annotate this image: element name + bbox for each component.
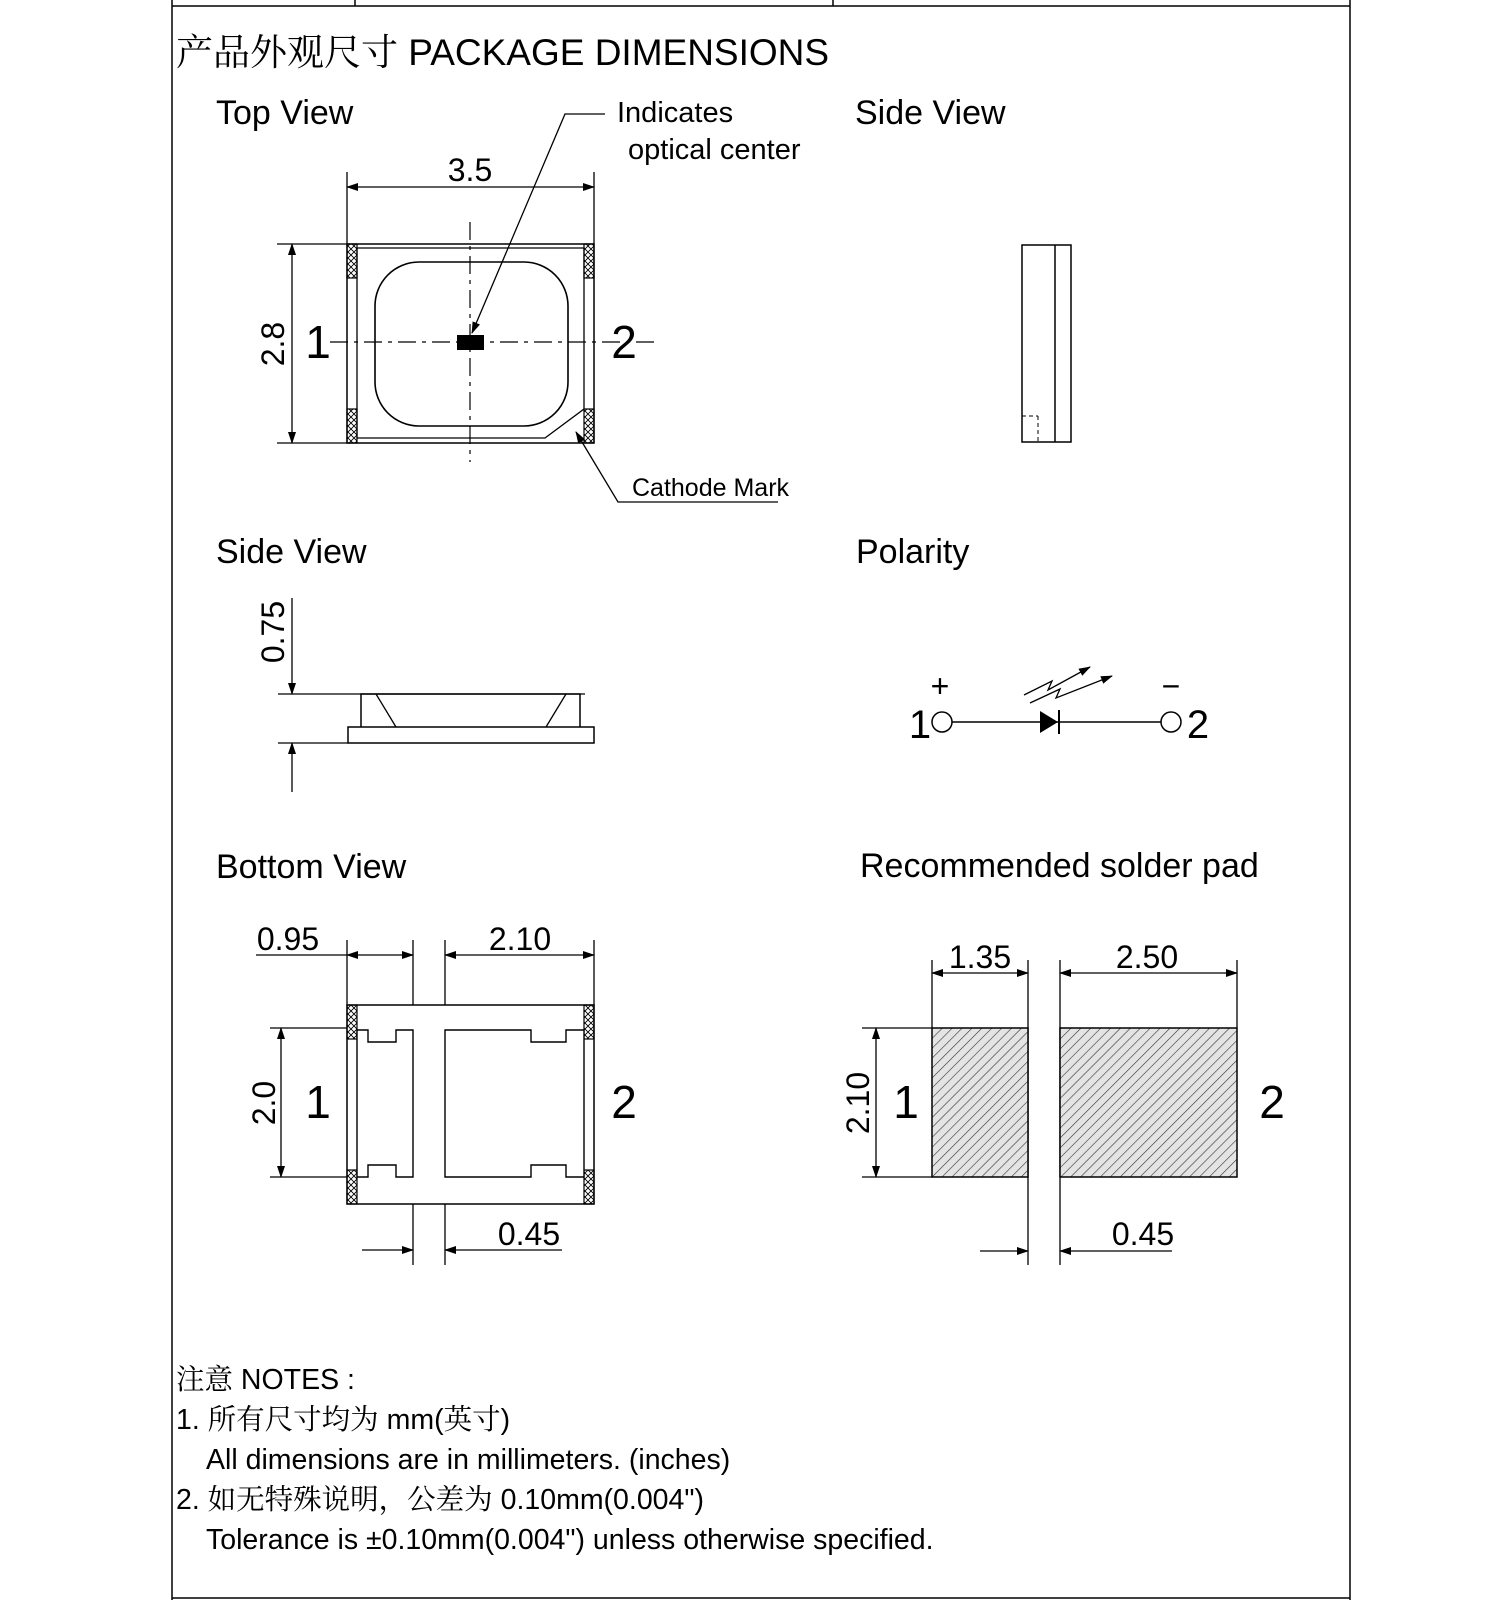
note-2-cn: 2. 如无特殊说明，公差为 0.10mm(0.004") bbox=[176, 1484, 704, 1516]
solder-pad bbox=[840, 847, 1285, 1265]
bottom-view-pin-2: 2 bbox=[611, 1076, 637, 1128]
page-title: 产品外观尺寸 PACKAGE DIMENSIONS bbox=[176, 32, 830, 73]
side-view-left bbox=[216, 533, 594, 792]
top-view-pin-1: 1 bbox=[305, 316, 331, 368]
solder-pad-dim-right: 2.50 bbox=[1115, 939, 1179, 975]
solder-pad-1 bbox=[932, 1028, 1028, 1177]
optical-center-label-1: Indicates bbox=[617, 97, 734, 129]
note-2-en: Tolerance is ±0.10mm(0.004") unless otherwise specified. bbox=[206, 1524, 934, 1556]
bottom-view-pin-1: 1 bbox=[305, 1076, 331, 1128]
side-view-left-heading: Side View bbox=[216, 533, 367, 571]
optical-center-label-2: optical center bbox=[628, 134, 801, 166]
polarity-minus: − bbox=[1161, 668, 1181, 704]
side-view-height-dim: 0.75 bbox=[255, 600, 291, 664]
solder-pad-dim-gap: 0.45 bbox=[1111, 1216, 1175, 1252]
notes-section bbox=[176, 1360, 934, 1560]
polarity-plus: + bbox=[930, 668, 950, 704]
cathode-mark-label: Cathode Mark bbox=[632, 474, 790, 502]
polarity-pin-1: 1 bbox=[908, 703, 932, 747]
solder-pad-dim-left: 1.35 bbox=[948, 939, 1012, 975]
bottom-view-dim-left: 0.95 bbox=[256, 921, 320, 957]
solder-pad-dim-height: 2.10 bbox=[840, 1071, 876, 1135]
optical-center-chip bbox=[457, 335, 484, 350]
top-view-height-dim: 2.8 bbox=[255, 321, 291, 367]
polarity-pin-2: 2 bbox=[1186, 703, 1210, 747]
side-view-right-heading: Side View bbox=[855, 94, 1006, 132]
note-1-en: All dimensions are in millimeters. (inches) bbox=[206, 1444, 731, 1476]
bottom-view bbox=[216, 848, 637, 1265]
polarity-diagram bbox=[856, 533, 1209, 747]
solder-pad-heading: Recommended solder pad bbox=[860, 847, 1259, 885]
polarity-heading: Polarity bbox=[856, 533, 970, 571]
note-1-cn: 1. 所有尺寸均为 mm(英寸) bbox=[176, 1404, 511, 1436]
notes-header: 注意 NOTES : bbox=[176, 1364, 355, 1396]
solder-pad-pin-1: 1 bbox=[893, 1076, 919, 1128]
top-view-width-dim: 3.5 bbox=[447, 152, 493, 188]
bottom-view-dim-gap: 0.45 bbox=[497, 1216, 561, 1252]
top-view-pin-2: 2 bbox=[611, 316, 637, 368]
side-view-right bbox=[855, 94, 1071, 442]
bottom-view-dim-right: 2.10 bbox=[488, 921, 552, 957]
top-view-heading: Top View bbox=[216, 94, 354, 132]
solder-pad-2 bbox=[1060, 1028, 1237, 1177]
top-view bbox=[216, 94, 801, 502]
solder-pad-pin-2: 2 bbox=[1259, 1076, 1285, 1128]
bottom-view-dim-height: 2.0 bbox=[246, 1080, 282, 1126]
bottom-view-heading: Bottom View bbox=[216, 848, 407, 886]
